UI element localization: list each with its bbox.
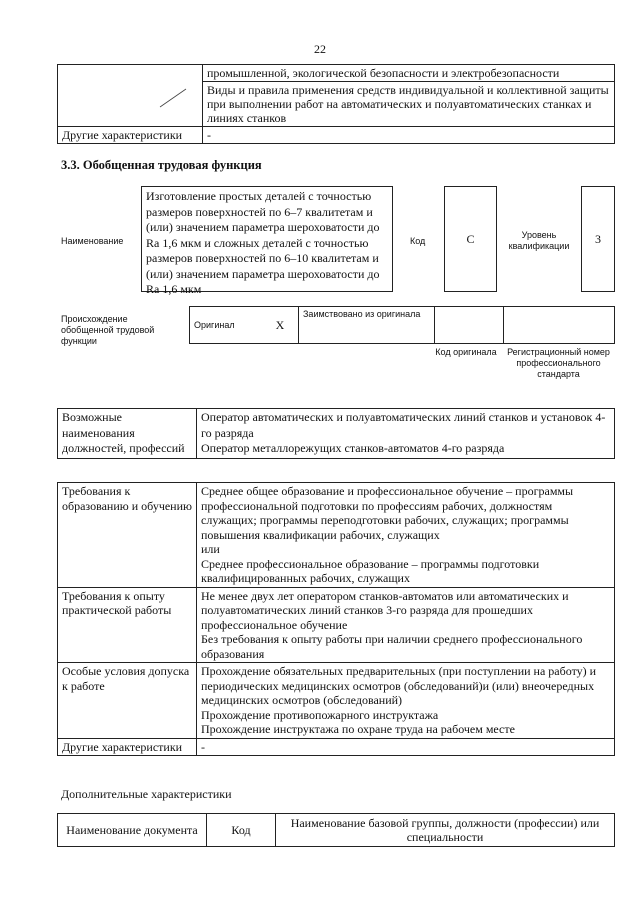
code-label: Код bbox=[410, 236, 426, 246]
table-row bbox=[58, 814, 615, 847]
continuation-table bbox=[57, 64, 615, 144]
list-item: Оператор автоматических и полуавтоматических линий станков и установок 4-го разряда bbox=[201, 410, 606, 440]
row-label: Требования к образованию и обучению bbox=[58, 483, 197, 588]
original-label: Оригинал bbox=[190, 307, 263, 344]
table-row bbox=[58, 409, 615, 459]
table-cell: промышленной, экологической безопасности и электробезопасности bbox=[203, 65, 615, 82]
list-item: или bbox=[201, 542, 220, 556]
name-label: Наименование bbox=[61, 236, 124, 246]
table-cell: - bbox=[203, 127, 615, 144]
original-code-cell bbox=[435, 307, 504, 344]
list-item: Среднее общее образование и профессиональное обучение – программы профессиональной подготовки по профессиям рабочих, должностям служащих; программы переподготовки рабочих, служащих; программы повышения квалификации рабочих, служащих bbox=[201, 484, 574, 542]
code-value: C bbox=[466, 232, 475, 246]
borrowed-label: Заимствовано из оригинала bbox=[299, 307, 435, 344]
origin-table bbox=[189, 306, 615, 344]
table-cell bbox=[197, 738, 615, 756]
table-cell bbox=[197, 587, 615, 663]
table-row bbox=[58, 65, 615, 82]
list-item: Среднее профессиональное образование – программы подготовки квалифицированных рабочих, служащих bbox=[201, 556, 540, 585]
original-mark: X bbox=[262, 307, 299, 344]
list-item: - bbox=[201, 739, 205, 754]
row-label: Другие характеристики bbox=[58, 738, 197, 756]
table-cell: Виды и правила применения средств индивидуальной и коллективной защиты при выполнении работ на автоматических и полуавтоматических станках и линиях станков bbox=[203, 82, 615, 127]
table-row bbox=[58, 587, 615, 663]
page-number: 22 bbox=[314, 42, 326, 56]
table-cell bbox=[197, 483, 615, 588]
column-header: Код bbox=[207, 814, 276, 847]
list-item: Прохождение противопожарного инструктажа bbox=[201, 707, 439, 722]
reg-number-caption: Регистрационный номер профессионального стандарта bbox=[507, 347, 610, 379]
list-item: Без требования к опыту работы при наличии среднего профессионального образования bbox=[201, 632, 583, 661]
extra-table bbox=[57, 813, 615, 847]
positions-list bbox=[197, 409, 615, 459]
reg-number-cell bbox=[504, 307, 615, 344]
table-row bbox=[58, 483, 615, 588]
strike-line-icon bbox=[158, 87, 188, 109]
origin-label: Происхождение обобщенной трудовой функции bbox=[61, 314, 155, 346]
list-item: Прохождение инструктажа по охране труда на рабочем месте bbox=[201, 722, 515, 736]
column-header: Наименование документа bbox=[58, 814, 207, 847]
table-row bbox=[58, 127, 615, 144]
empty-label-cell bbox=[58, 65, 203, 127]
list-item: Оператор металлорежущих станков-автоматов 4-го разряда bbox=[201, 441, 505, 455]
positions-label: Возможные наименования должностей, профессий bbox=[58, 409, 197, 459]
level-label: Уровень квалификации bbox=[508, 230, 570, 251]
original-code-caption: Код оригинала bbox=[435, 347, 497, 357]
requirements-table bbox=[57, 482, 615, 756]
row-label: Требования к опыту практической работы bbox=[58, 587, 197, 663]
table-row bbox=[190, 307, 615, 344]
function-name-box: Изготовление простых деталей с точностью размеров поверхностей по 6–7 квалитетам и (или) значением параметра шероховатости до Ra 1,6 мкм и сложных деталей с точностью размеров поверхностей по 6–10 квалитетам и (или) значением параметра шероховатости до Ra 1,6 мкм bbox=[141, 186, 393, 292]
table-cell bbox=[197, 663, 615, 739]
positions-table bbox=[57, 408, 615, 459]
table-row bbox=[58, 738, 615, 756]
row-label: Другие характеристики bbox=[58, 127, 203, 144]
extra-title: Дополнительные характеристики bbox=[61, 787, 232, 801]
list-item: Прохождение обязательных предварительных (при поступлении на работу) и периодических медицинских осмотров (обследований)и (или) внеочередных медицинских осмотров (обследований) bbox=[201, 664, 597, 707]
column-header: Наименование базовой группы, должности (профессии) или специальности bbox=[276, 814, 615, 847]
level-value: 3 bbox=[595, 232, 601, 246]
table-row bbox=[58, 663, 615, 739]
list-item: Не менее двух лет оператором станков-автоматов или автоматических и полуавтоматических линий станков 3-го разряда для прошедших профессиональное обучение bbox=[201, 588, 569, 632]
section-title: 3.3. Обобщенная трудовая функция bbox=[61, 158, 262, 172]
row-label: Особые условия допуска к работе bbox=[58, 663, 197, 739]
